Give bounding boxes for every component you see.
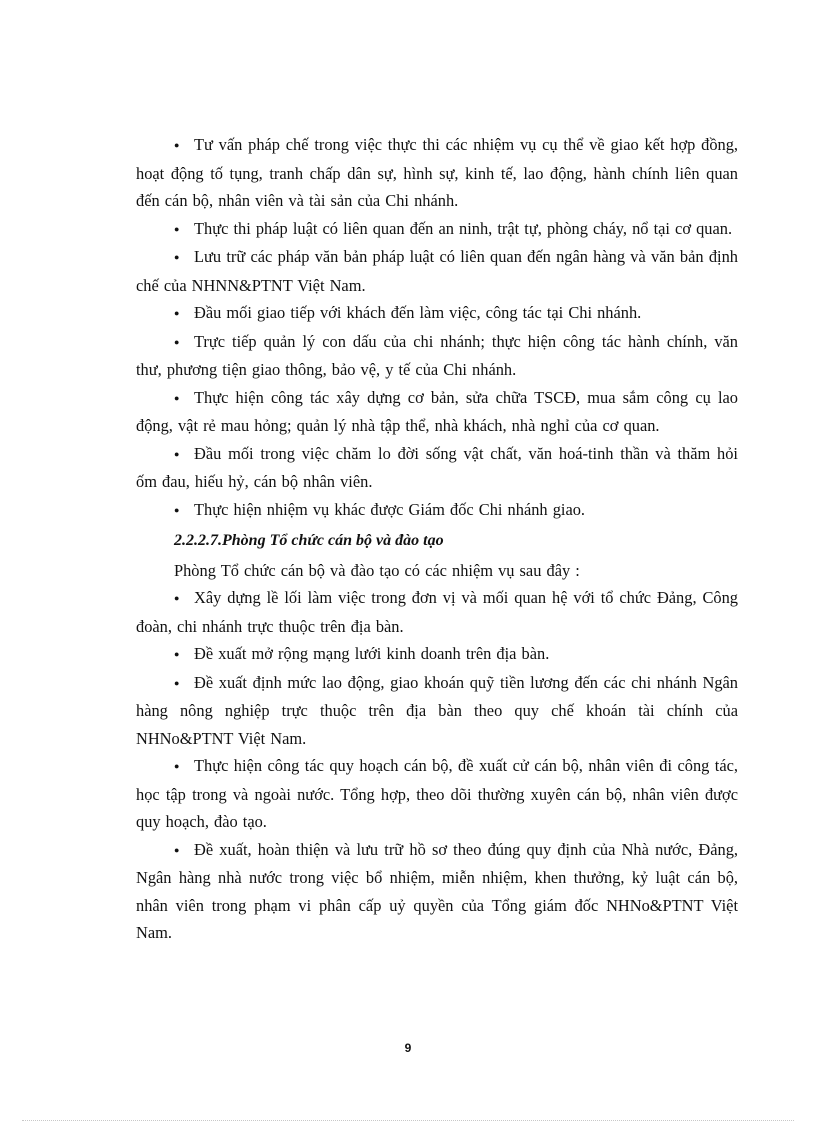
bullet-paragraph: [136, 836, 738, 947]
page-content: [136, 131, 738, 947]
paragraph-text: Đề xuất, hoàn thiện và lưu trữ hồ sơ theo đúng quy định của Nhà nước, Đảng, Ngân hàng nhà nước trong việc bổ nhiệm, miễn nhiệm, khen thưởng, kỷ luật cán bộ, nhân viên trong phạm vi phân cấp uỷ quyền của Tổng giám đốc NHNo&PTNT Việt Nam.: [136, 839, 738, 942]
bullet-icon: ●: [174, 761, 180, 771]
section-heading: 2.2.2.7.Phòng Tổ chức cán bộ và đào tạo: [174, 532, 444, 549]
bullet-icon: ●: [174, 448, 180, 459]
bullet-paragraph: [136, 328, 738, 384]
paragraph-text: Thực hiện công tác quy hoạch cán bộ, đề xuất cử cán bộ, nhân viên đi công tác, học tập trong và ngoài nước. Tổng hợp, theo dõi thường xuyên cán bộ, nhân viên được quy hoạch, đào tạo.: [136, 756, 738, 831]
paragraph-text: Đề xuất mở rộng mạng lưới kinh doanh trên địa bàn.: [194, 644, 550, 663]
bullet-icon: ●: [174, 504, 180, 515]
bullet-icon: ●: [174, 252, 180, 262]
bullet-icon: ●: [174, 336, 180, 347]
bullet-paragraph: [136, 584, 738, 640]
paragraph-text: Trực tiếp quản lý con dấu của chi nhánh; thực hiện công tác hành chính, văn thư, phương tiện giao thông, bảo vệ, y tế của Chi nhánh.: [136, 331, 738, 379]
intro-paragraph: Phòng Tổ chức cán bộ và đào tạo có các nhiệm vụ sau đây :: [174, 560, 580, 580]
bullet-paragraph: [136, 215, 738, 244]
bullet-paragraph: [136, 496, 738, 525]
paragraph-text: Đầu mối giao tiếp với khách đến làm việc, công tác tại Chi nhánh.: [194, 303, 642, 322]
bullet-paragraph: [136, 440, 738, 496]
paragraph-text: Xây dựng lề lối làm việc trong đơn vị và mối quan hệ với tổ chức Đảng, Công đoàn, chi nhánh trực thuộc trên địa bàn.: [136, 588, 738, 636]
paragraph-text: Tư vấn pháp chế trong việc thực thi các nhiệm vụ cụ thể về giao kết hợp đồng, hoạt động tố tụng, tranh chấp dân sự, hình sự, kinh tế, lao động, hành chính liên quan đến cán bộ, nhân viên và tài sản của Chi nhánh.: [136, 135, 738, 210]
paragraph-text: Thực hiện nhiệm vụ khác được Giám đốc Chi nhánh giao.: [194, 499, 586, 519]
bullet-paragraph: [136, 752, 738, 836]
bullet-paragraph: [136, 131, 738, 215]
paragraph-text: Thực thi pháp luật có liên quan đến an ninh, trật tự, phòng cháy, nổ tại cơ quan.: [194, 218, 733, 238]
paragraph-text: Đầu mối trong việc chăm lo đời sống vật chất, văn hoá-tinh thần và thăm hỏi ốm đau, hiếu hỷ, cán bộ nhân viên.: [136, 443, 738, 491]
paragraph-text: Đề xuất định mức lao động, giao khoán quỹ tiền lương đến các chi nhánh Ngân hàng nông nghiệp trực thuộc trên địa bàn theo quy chế khoán tài chính của NHNo&PTNT Việt Nam.: [136, 672, 738, 748]
bullet-icon: ●: [174, 593, 180, 603]
bullet-icon: ●: [174, 677, 180, 688]
bullet-paragraph: [136, 384, 738, 440]
bullet-icon: ●: [174, 392, 180, 403]
paragraph-text: Lưu trữ các pháp văn bản pháp luật có liên quan đến ngân hàng và văn bản định chế của NHNN&PTNT Việt Nam.: [136, 247, 738, 295]
bullet-icon: ●: [174, 649, 180, 659]
bullet-paragraph: [136, 669, 738, 753]
bullet-paragraph: [136, 243, 738, 299]
bullet-paragraph: [136, 640, 738, 669]
bullet-icon: ●: [174, 140, 180, 150]
bullet-icon: ●: [174, 844, 180, 855]
bullet-icon: ●: [174, 223, 180, 234]
page-bottom-divider: [22, 1120, 794, 1121]
bullet-icon: ●: [174, 308, 180, 318]
bullet-paragraph: [136, 299, 738, 328]
page-number: 9: [404, 1041, 412, 1055]
paragraph-text: Thực hiện công tác xây dựng cơ bản, sửa chữa TSCĐ, mua sắm công cụ lao động, vật rẻ mau hỏng; quản lý nhà tập thể, nhà khách, nhà nghỉ của cơ quan.: [136, 387, 738, 435]
